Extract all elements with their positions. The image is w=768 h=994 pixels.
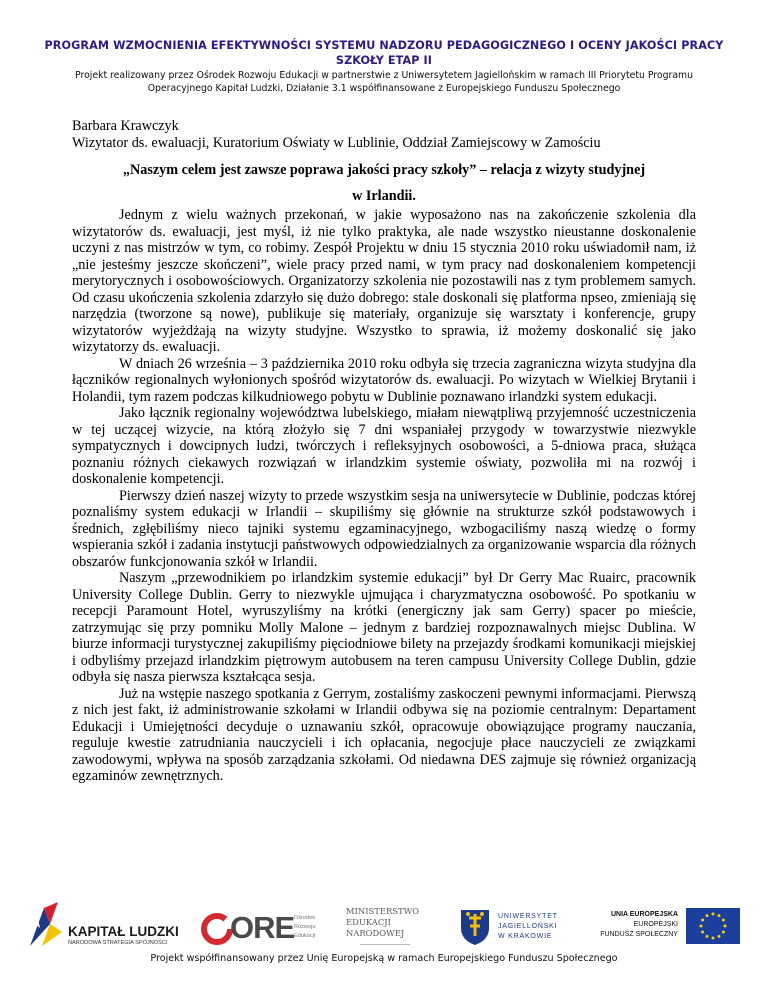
uj-logo bbox=[456, 900, 586, 954]
author-role: Wizytator ds. ewaluacji, Kuratorium Oświaty w Lublinie, Oddział Zamiejscowy w Zamościu bbox=[72, 135, 601, 151]
uj-crest-icon bbox=[458, 906, 492, 946]
ministerstwo-line: EDUKACJI bbox=[346, 917, 391, 927]
ore-caption-line: Ośrodek bbox=[294, 915, 316, 921]
ministerstwo-line: MINISTERSTWO bbox=[346, 906, 420, 916]
ore-mark: ORE bbox=[230, 910, 295, 945]
uj-line: W KRAKOWIE bbox=[498, 933, 553, 940]
author-name: Barbara Krawczyk bbox=[72, 118, 179, 134]
ministerstwo-logo bbox=[346, 900, 436, 954]
eu-line: UNIA EUROPEJSKA bbox=[610, 911, 678, 918]
article-title-line-1: „Naszym celem jest zawsze poprawa jakości pracy szkoły” – relacja z wizyty studyjnej bbox=[122, 162, 646, 178]
project-info: Projekt realizowany przez Ośrodek Rozwoju Edukacji w partnerstwie z Uniwersytetem Jagiellońskim w ramach III Priorytetu Programu Operacyjnego Kapitał Ludzki, Działanie 3.1 współfinansowane z Europejskiego Funduszu Społecznego bbox=[75, 70, 693, 94]
paragraph: Naszym „przewodnikiem po irlandzkim systemie edukacji” był Dr Gerry Mac Ruairc, pracownik University College Dublin. Gerry to niezwykle ujmująca i charyzmatyczna osobowość. Po spotkaniu w recepcji Paramount Hotel, wyruszyliśmy na krótki (energiczny jak sam Gerry) spacer po mieście, zatrzymując się przy pomniku Molly Malone – jednym z bardziej rozpoznawalnych miejsc Dublina. W biurze informacji turystycznej zakupiliśmy pięciodniowe bilety na przejazdy środkami komunikacji miejskiej i odbyliśmy przejazd irlandzkim piętrowym autobusem na teren campusu University College Dublin, gdzie odbyła się nasza pierwsza kształcąca sesja. bbox=[72, 570, 696, 685]
ore-caption-line: Rozwoju bbox=[294, 924, 316, 930]
ore-caption-line: Edukacji bbox=[294, 933, 316, 939]
kapital-ludzki-subtitle: NARODOWA STRATEGIA SPÓJNOŚCI bbox=[68, 940, 168, 946]
paragraph: Pierwszy dzień naszej wizyty to przede wszystkim sesja na uniwersytecie w Dublinie, podczas której poznaliśmy system edukacji w Irlandii – skupiliśmy się głównie na strukturze szkół podstawowych i średnich, zgłębiliśmy nieco tajniki systemu egzaminacyjnego, wzbogaciliśmy naszą wiedzę o formy wspierania szkół i zadania instytucji państwowych odpowiedzialnych za organizowanie wsparcia dla różnych obszarów funkcjonowania szkół w Irlandii. bbox=[72, 487, 696, 570]
kapital-ludzki-logo bbox=[28, 900, 178, 954]
eu-line: FUNDUSZ SPOŁECZNY bbox=[600, 931, 678, 938]
ore-logo bbox=[200, 900, 320, 954]
kapital-ludzki-emblem-icon bbox=[28, 902, 62, 946]
ore-ring-icon bbox=[200, 912, 234, 946]
paragraph: Już na wstępie naszego spotkania z Gerrym, zostaliśmy zaskoczeni pewnymi informacjami. Pierwszą z nich jest fakt, iż administrowanie szkołami w Irlandii odbywa się na poziomie centralnym: Departament Edukacji i Umiejętności decyduje o uznawaniu szkół, opracowuje obowiązujące programy nauczania, reguluje kwestie zatrudniania nauczycieli i ich opłacania, negocjuje płace nauczycieli ze związkami zawodowymi, wpływa na sposób zarządzania szkołami. Od niedawna DES zajmuje się również organizacją egzaminów zewnętrznych. bbox=[72, 685, 696, 784]
ministerstwo-line: NARODOWEJ bbox=[346, 928, 405, 938]
paragraph: W dniach 26 września – 3 października 2010 roku odbyła się trzecia zagraniczna wizyta studyjna dla łączników regionalnych wyłonionych spośród wizytatorów ds. ewaluacji. Po wizytach w Wielkiej Brytanii i Holandii, tym razem podczas kilkudniowego pobytu w Dublinie poznawano irlandzki system edukacji. bbox=[72, 355, 696, 405]
footer-text: Projekt współfinansowany przez Unię Europejską w ramach Europejskiego Funduszu Społecznego bbox=[150, 953, 618, 964]
kapital-ludzki-name: KAPITAŁ LUDZKI bbox=[68, 924, 179, 939]
eu-line: EUROPEJSKI bbox=[633, 921, 678, 928]
article-title-line-2: w Irlandii. bbox=[352, 188, 416, 204]
article-title bbox=[72, 157, 696, 209]
article-body bbox=[72, 207, 696, 785]
ministerstwo-divider bbox=[360, 944, 410, 945]
uj-text bbox=[498, 912, 558, 942]
paragraph: Jako łącznik regionalny województwa lubelskiego, miałam niewątpliwą przyjemność uczestniczenia w tej uczącej wizycie, na którą złożyło się 7 dni wspaniałej przygody w towarzystwie niezwykle sympatycznych i dowcipnych ludzi, twórczych i refleksyjnych osobowości, a 5-dniowa praca, służąca poznaniu różnych ciekawych rozwiązań w irlandzkim systemie oświaty, pozwoliła mi na rozwój i doskonalenie kompetencji. bbox=[72, 405, 696, 487]
uj-line: UNIWERSYTET bbox=[498, 913, 558, 920]
program-title: PROGRAM WZMOCNIENIA EFEKTYWNOŚCI SYSTEMU NADZORU PEDAGOGICZNEGO I OCENY JAKOŚCI PRACY SZKOŁY ETAP II bbox=[44, 39, 724, 67]
ore-caption bbox=[294, 914, 315, 941]
eu-flag-icon bbox=[686, 908, 740, 944]
eu-logo bbox=[598, 900, 740, 954]
uj-line: JAGIELLOŃSKI bbox=[498, 923, 558, 930]
author-block bbox=[72, 118, 712, 152]
paragraph: Jednym z wielu ważnych przekonań, w jakie wyposażono nas na zakończenie szkolenia dla wizytatorów ds. ewaluacji, jest myśl, iż nie tylko praktyka, ale nade wszystko nieustanne doskonalenie uczyni z nas mistrzów w tym, co robimy. Zespół Projektu w dniu 15 stycznia 2010 roku uświadomił nam, iż „nie jesteśmy jeszcze skończeni”, wiele pracy przed nami, w tym pracy nad doskonaleniem kompetencji merytorycznych i osobowościowych. Organizatorzy szkolenia nie pozostawili nas z tym problemem samych. Od czasu ukończenia szkolenia zdarzyło się dużo dobrego: stale doskonali się platforma npseo, zmieniają się narzędzia (tworzone są nowe), publikuje się materiały, organizuje się warsztaty i konferencje, grupy wizytatorów wyjeżdżają na wizyty studyjne. Wszystko to sprawia, iż możemy doskonalić się jako wizytatorzy ds. ewaluacji. bbox=[72, 207, 696, 355]
partner-logos bbox=[28, 900, 740, 960]
ministerstwo-text bbox=[346, 900, 436, 939]
eu-text bbox=[598, 910, 678, 940]
